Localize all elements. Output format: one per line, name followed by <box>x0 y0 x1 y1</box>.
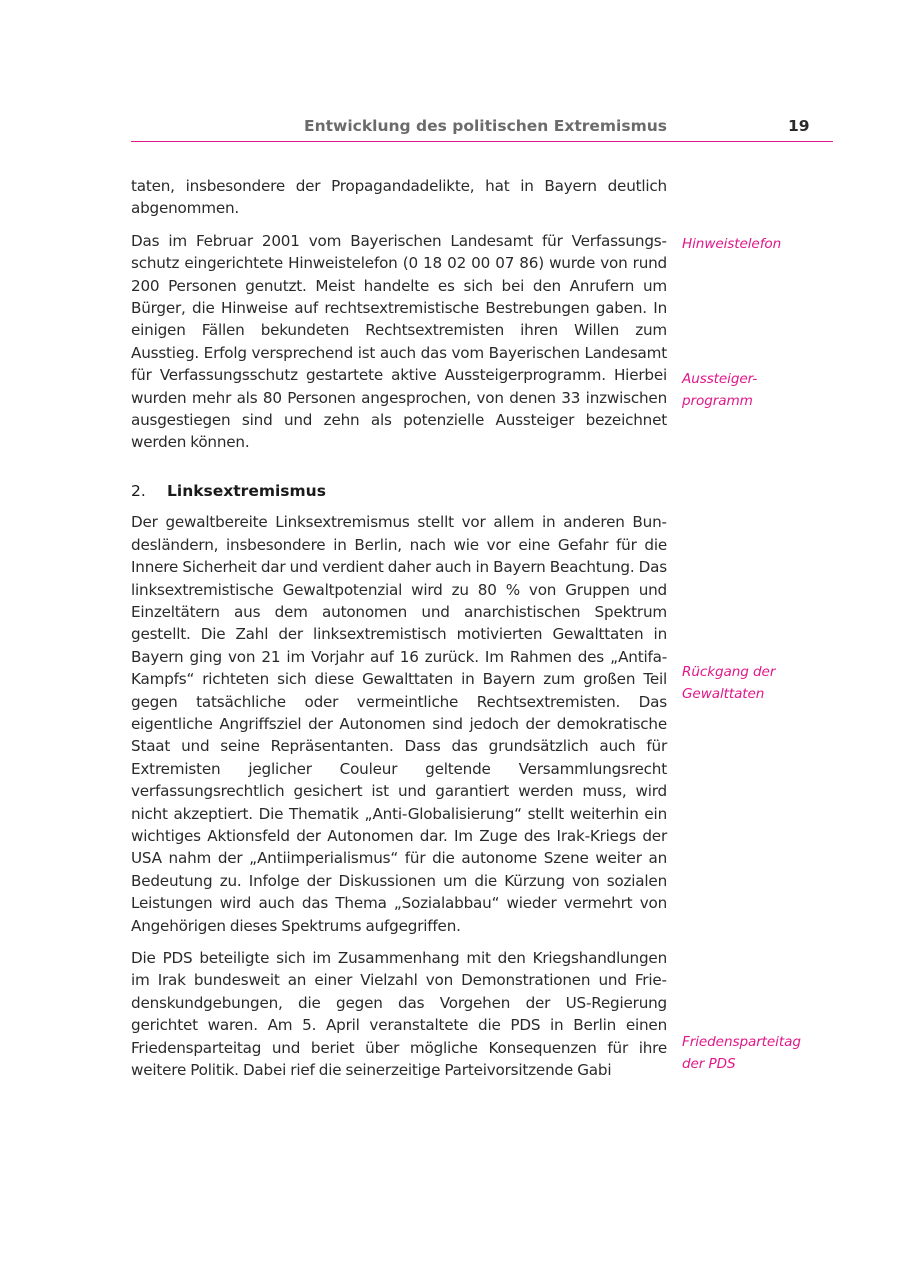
paragraph-hinweistelefon: Das im Februar 2001 vom Bayerischen Landesamt für Verfassungsschutz eingerichtete Hinweistelefon (0 18 02 00 07 86) wurde von rund 200 Personen genutzt. Meist handelte es sich bei den Anrufern um Bürger, die Hinweise auf rechtsextremistische Bestrebungen gaben. In einigen Fällen bekundeten Rechtsextremisten ihren Willen zum Ausstieg. Erfolg versprechend ist auch das vom Bayerischen Landesamt für Verfassungsschutz gestartete aktive Aussteigerprogramm. Hierbei wurden mehr als 80 Personen angesprochen, von denen 33 inzwischen ausgestiegen sind und zehn als potenzielle Aussteiger bezeichnet werden können. <box>131 231 667 452</box>
margin-note-line: Friedensparteitag <box>682 1034 801 1050</box>
margin-note-line: der PDS <box>682 1056 736 1073</box>
body-text-column <box>131 175 667 1091</box>
margin-note-line: programm <box>682 393 753 410</box>
margin-note-rueckgang <box>682 661 822 706</box>
running-title: Entwicklung des politischen Extremismus <box>303 117 667 135</box>
margin-note-hinweistelefon <box>682 233 822 255</box>
section-heading <box>131 480 667 502</box>
header-divider <box>131 141 833 142</box>
margin-note-line: Gewalttaten <box>682 686 765 703</box>
paragraph-continuation: taten, insbesondere der Propagandadelikte, hat in Bayern deutlich abgenommen. <box>131 177 667 218</box>
paragraph-pds: Die PDS beteiligte sich im Zusammenhang mit den Kriegshandlungen im Irak bundesweit an einer Vielzahl von Demonstrationen und Friedenskundgebungen, die gegen das Vorgehen der US-Regierung gerichtet waren. Am 5. April veranstaltete die PDS in Berlin einen Friedensparteitag und beriet über mögliche Konsequenzen für ihre weitere Politik. Dabei rief die seinerzeitige Parteivorsitzende Gabi <box>131 949 667 1080</box>
margin-note-line: Rückgang der <box>682 664 776 680</box>
margin-note-line: Aussteiger- <box>682 371 758 387</box>
section-title: Linksextremismus <box>167 481 326 500</box>
margin-note-friedensparteitag <box>682 1031 822 1076</box>
margin-note-text: Hinweistelefon <box>682 236 782 252</box>
section-number: 2. <box>131 481 146 500</box>
paragraph-linksextremismus: Der gewaltbereite Linksextremismus stellt vor allem in anderen Bundesländern, insbesondere in Berlin, nach wie vor eine Gefahr für die Innere Sicherheit dar und verdient daher auch in Bayern Beachtung. Das linksextremistische Gewaltpotenzial wird zu 80 % von Gruppen und Einzeltätern aus dem autonomen und anarchistischen Spektrum gestellt. Die Zahl der linksextremistisch motivierten Gewalttaten in Bayern ging von 21 im Vorjahr auf 16 zurück. Im Rahmen des „Antifa-Kampfs“ richteten sich diese Gewalttaten in Bayern zum großen Teil gegen tatsächliche oder vermeintliche Rechtsextremisten. Das eigentliche Angriffsziel der Autonomen sind jedoch der demokratische Staat und seine Repräsentanten. Dass das grundsätzlich auch für Extremisten jeglicher Couleur geltende Versammlungsrecht verfassungsrechtlich gesichert ist und garantiert werden muss, wird nicht akzeptiert. Die Thematik „Anti-Globalisierung“ stellt weiterhin ein wichtiges Aktionsfeld der Autonomen dar. Im Zuge des Irak-Kriegs der USA nahm der „Antiimperialismus“ für die autonome Szene weiter an Bedeutung zu. Infolge der Diskussionen um die Kürzung von sozialen Leistungen wird auch das Thema „Sozialabbau“ wieder vermehrt von Angehörigen dieses Spektrums aufgegriffen. <box>131 513 667 935</box>
page-number: 19 <box>788 117 810 135</box>
margin-note-aussteigerprogramm <box>682 368 822 413</box>
